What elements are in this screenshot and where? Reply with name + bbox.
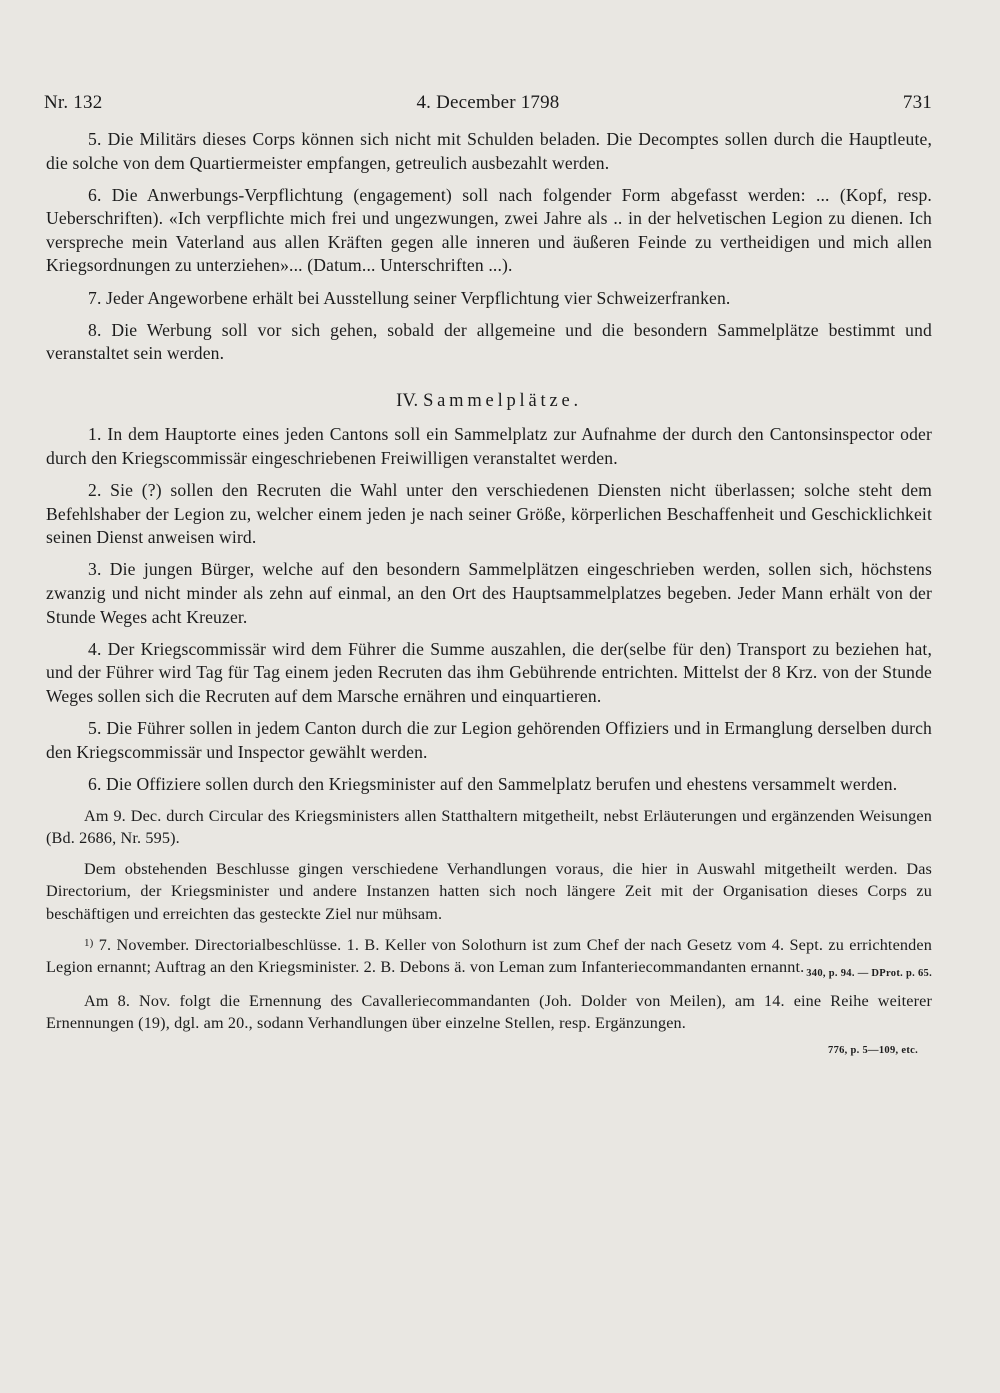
document-date: 4. December 1798 [416,92,560,113]
section-paragraph-1: 1. In dem Hauptorte eines jeden Cantons soll ein Sammelplatz zur Aufnahme der durch den Cantonsinspector oder durch den Kriegscommissär eingeschriebenen Freiwilligen veranstaltet werden. [46,424,932,469]
source-reference: 340, p. 94. — DProt. p. 65. [806,968,932,980]
document-number: Nr. 132 [44,92,103,113]
paragraph-7: 7. Jeder Angeworbene erhält bei Ausstellung seiner Verpflichtung vier Schweizerfranken. [88,287,731,308]
section-numeral: IV. [396,390,419,411]
page-body [46,128,932,1058]
paragraph-8: 8. Die Werbung soll vor sich gehen, sobald der allgemeine und die besondern Sammelplätze bestimmt und veranstaltet sein werden. [46,319,932,364]
editorial-notes [46,805,932,1058]
section-heading [46,390,932,414]
paragraph-5: 5. Die Militärs dieses Corps können sich nicht mit Schulden beladen. Die Decomptes sollen durch die Hauptleute, die solche von dem Quartiermeister empfangen, getreulich ausbezahlt werden. [46,129,932,173]
section-paragraph-3: 3. Die jungen Bürger, welche auf den besondern Sammelplätzen eingeschrieben werden, sollen sich, höchstens zwanzig und nicht minder als zehn auf einmal, an den Ort des Hauptsammelplatzes begeben. Jeder Mann erhält von der Stunde Weges acht Kreuzer. [46,559,932,627]
note-circular: Am 9. Dec. durch Circular des Kriegsministers allen Statthaltern mitgetheilt, nebst Erläuterungen und ergänzenden Weisungen (Bd. 2686, Nr. 595). [46,806,932,847]
section-title: Sammelplätze. [423,390,582,411]
paragraph-6: 6. Die Anwerbungs-Verpflichtung (engagement) soll nach folgender Form abgefasst werden: ... (Kopf, resp. Ueberschriften). «Ich verpflichte mich frei und ungezwungen, zwei Jahre als .. in der helvetischen Legion zu dienen. Ich verspreche mein Vaterland aus allen Kräften gegen alle inneren und äußeren Feinde zu vertheidigen und mich allen Kriegsordnungen zu unterziehen»... (Datum... Unterschriften ...). [46,184,932,276]
note-introduction: Dem obstehenden Beschlusse gingen verschiedene Verhandlungen voraus, die hier in Auswahl mitgetheilt werden. Das Directorium, der Kriegsminister und andere Instanzen hatten sich noch längere Zeit mit der Organisation dieses Corps zu beschäftigen und erreichten das gesteckte Ziel nur mühsam. [46,860,932,923]
section-paragraph-6: 6. Die Offiziere sollen durch den Kriegsminister auf den Sammelplatz berufen und ehestens versammelt werden. [88,773,898,794]
page-header [44,92,932,118]
note-november-8: Am 8. Nov. folgt die Ernennung des Cavalleriecommandanten (Joh. Dolder von Meilen), am 14. eine Reihe weiterer Ernennungen (19), dgl. am 20., sodann Verhandlungen über einzelne Stellen, resp. Ergänzungen. [46,992,932,1033]
footnote-marker: 1) [84,936,94,949]
source-reference: 776, p. 5—109, etc. [828,1044,918,1056]
note-november-7 [46,934,932,978]
section-paragraph-5: 5. Die Führer sollen in jedem Canton durch die zur Legion gehörenden Offiziers und in Ermanglung derselben durch den Kriegscommissär und Inspector gewählt werden. [46,717,932,762]
note-november-7-text: 7. November. Directorialbeschlüsse. 1. B. Keller von Solothurn ist zum Chef der nach Gesetz vom 4. Sept. zu errichtenden Legion ernannt; Auftrag an den Kriegsminister. 2. B. Debons ä. von Leman zum Infanteriecommandanten ernannt. [46,935,932,976]
section-paragraph-4: 4. Der Kriegscommissär wird dem Führer die Summe auszahlen, die der(selbe für den) Transport zu beziehen hat, und der Führer wird Tag für Tag einem jeden Recruten das ihm Gebührende entrichten. Mittelst der 8 Krz. von der Stunde Weges sollen sich die Recruten auf dem Marsche ernähren und einquartieren. [46,638,932,706]
section-paragraph-2: 2. Sie (?) sollen den Recruten die Wahl unter den verschiedenen Diensten nicht überlassen; solche steht dem Befehlshaber der Legion zu, welcher einem jeden je nach seiner Größe, körperlichen Beschaffenheit und Geschicklichkeit seinen Dienst anweisen wird. [46,480,932,548]
page-number: 731 [902,92,932,113]
